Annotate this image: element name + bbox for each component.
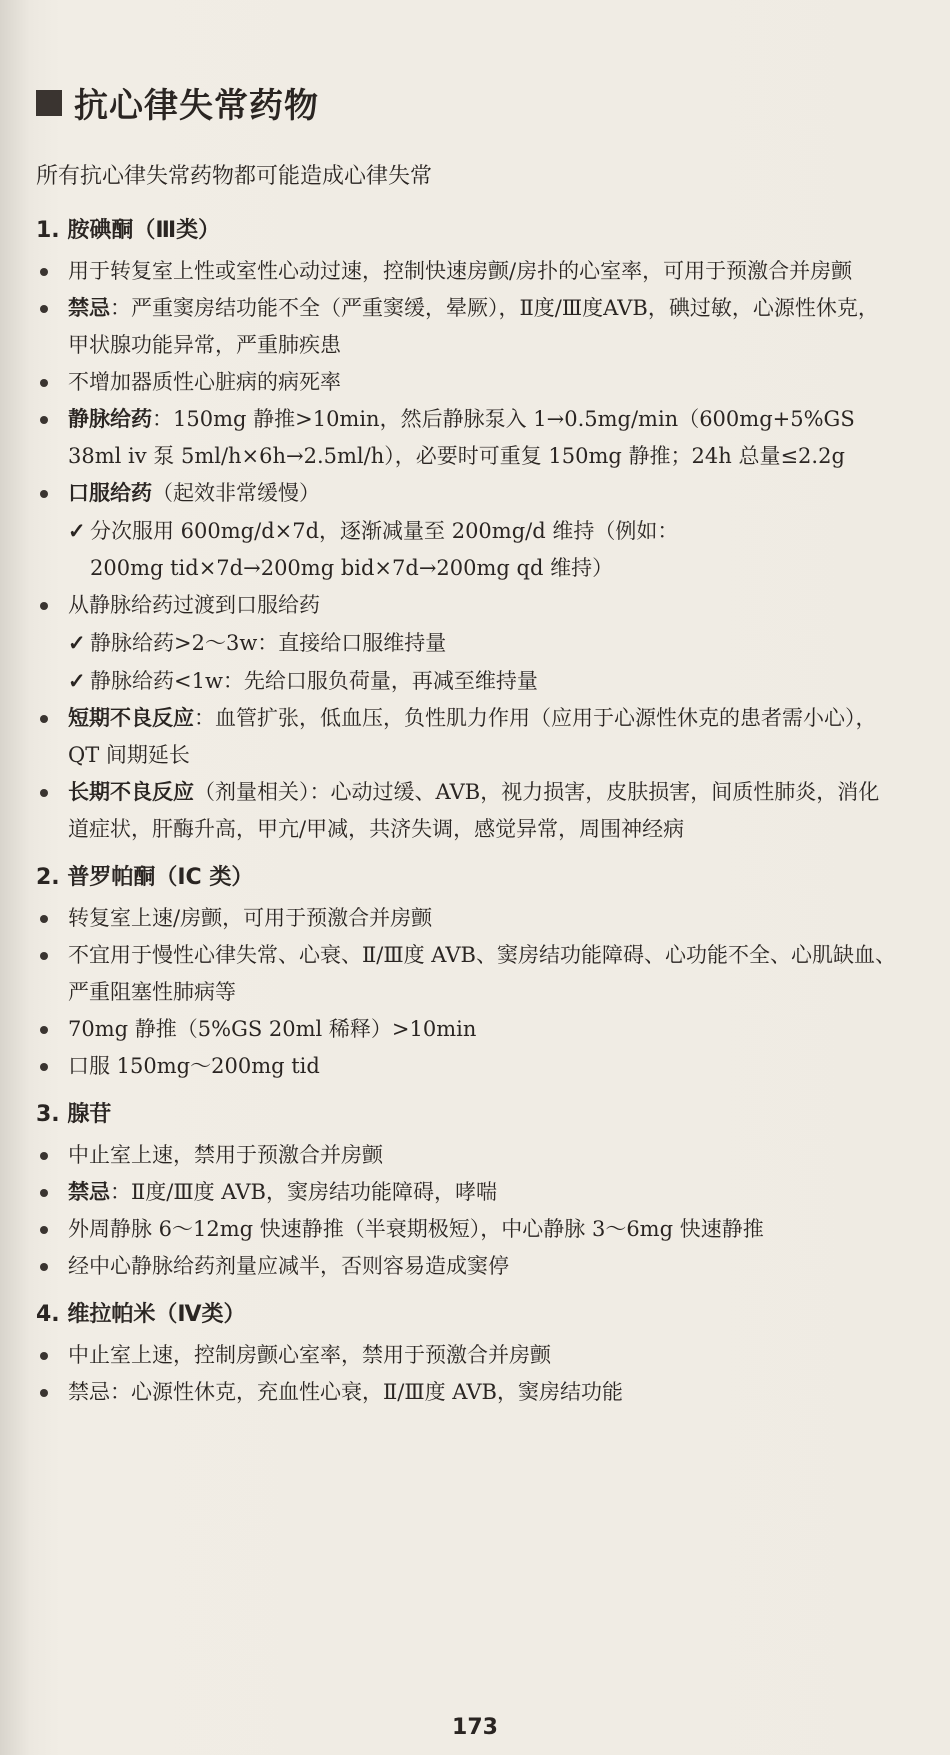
list-item <box>36 290 896 364</box>
bullet-dot-icon <box>40 1352 48 1360</box>
item-text: ：血管扩张，低血压，负性肌力作用（应用于心源性休克的患者需小心），QT 间期延长 <box>68 706 877 767</box>
page-content <box>36 78 896 1411</box>
sub-item-text: 静脉给药>2～3w：直接给口服维持量 <box>90 631 447 655</box>
item-text: ：150mg 静推>10min，然后静脉泵入 1→0.5mg/min（600mg+5%GS 38ml iv 泵 5ml/h×6h→2.5ml/h），必要时可重复 150mg 静推；24h 总量≤2.2g <box>68 407 855 468</box>
item-text: 口服 150mg～200mg tid <box>68 1054 320 1078</box>
item-emphasis: 口服给药 <box>68 481 152 505</box>
item-text: 经中心静脉给药剂量应减半，否则容易造成窦停 <box>68 1254 509 1278</box>
item-text: 外周静脉 6～12mg 快速静推（半衰期极短），中心静脉 3～6mg 快速静推 <box>68 1217 764 1241</box>
bullet-dot-icon <box>40 1263 48 1271</box>
sub-item <box>68 624 896 662</box>
sub-item-continuation: 200mg tid×7d→200mg bid×7d→200mg qd 维持） <box>90 556 614 580</box>
sub-item-text: 静脉给药<1w：先给口服负荷量，再减至维持量 <box>90 669 538 693</box>
bullet-list <box>36 900 896 1085</box>
drug-title: 1. 胺碘酮（Ⅲ类） <box>36 218 221 243</box>
item-text: ：Ⅱ度/Ⅲ度 AVB，窦房结功能障碍，哮喘 <box>110 1180 497 1204</box>
list-item <box>36 253 896 290</box>
item-emphasis: 短期不良反应 <box>68 706 194 730</box>
section-heading <box>36 78 896 127</box>
list-item <box>36 1248 896 1285</box>
list-item <box>36 1174 896 1211</box>
item-text: 中止室上速，禁用于预激合并房颤 <box>68 1143 383 1167</box>
list-item <box>36 1374 896 1411</box>
bullet-dot-icon <box>40 602 48 610</box>
bullet-dot-icon <box>40 1226 48 1234</box>
item-text: ：严重窦房结功能不全（严重窦缓，晕厥），Ⅱ度/Ⅲ度AVB，碘过敏，心源性休克，甲状腺功能异常，严重肺疾患 <box>68 296 879 357</box>
item-text: 不增加器质性心脏病的病死率 <box>68 370 341 394</box>
item-emphasis: 静脉给药 <box>68 407 152 431</box>
check-icon: ✓ <box>68 630 86 655</box>
list-item <box>36 401 896 475</box>
square-bullet-icon <box>36 90 62 116</box>
drug-section <box>36 860 896 1085</box>
bullet-dot-icon <box>40 305 48 313</box>
drug-title: 3. 腺苷 <box>36 1102 112 1127</box>
drug-section <box>36 1097 896 1285</box>
sub-item <box>68 662 896 700</box>
intro-text: 所有抗心律失常药物都可能造成心律失常 <box>36 164 433 189</box>
section-title: 抗心律失常药物 <box>74 86 319 126</box>
drug-list <box>36 213 896 1411</box>
bullet-dot-icon <box>40 1026 48 1034</box>
list-item <box>36 364 896 401</box>
item-emphasis: 禁忌 <box>68 1180 110 1204</box>
list-item <box>36 1211 896 1248</box>
drug-section <box>36 213 896 848</box>
item-text: 中止室上速，控制房颤心室率，禁用于预激合并房颤 <box>68 1343 551 1367</box>
item-text: 用于转复室上性或室性心动过速，控制快速房颤/房扑的心室率，可用于预激合并房颤 <box>68 259 853 283</box>
list-item <box>36 1048 896 1085</box>
drug-title: 4. 维拉帕米（Ⅳ类） <box>36 1302 246 1327</box>
list-item <box>36 1011 896 1048</box>
item-text: 70mg 静推（5%GS 20ml 稀释）>10min <box>68 1017 477 1041</box>
item-emphasis: 禁忌 <box>68 296 110 320</box>
list-item <box>36 1137 896 1174</box>
bullet-dot-icon <box>40 416 48 424</box>
bullet-dot-icon <box>40 1063 48 1071</box>
list-item <box>36 700 896 774</box>
list-item <box>36 774 896 848</box>
bullet-list <box>36 1137 896 1285</box>
bullet-dot-icon <box>40 915 48 923</box>
bullet-dot-icon <box>40 268 48 276</box>
bullet-dot-icon <box>40 1152 48 1160</box>
list-item <box>36 587 896 700</box>
drug-section <box>36 1297 896 1411</box>
page-number: 173 <box>452 1715 498 1740</box>
bullet-dot-icon <box>40 379 48 387</box>
list-item <box>36 475 896 587</box>
list-item <box>36 937 896 1011</box>
item-text: 转复室上速/房颤，可用于预激合并房颤 <box>68 906 433 930</box>
list-item <box>36 1337 896 1374</box>
sub-item <box>68 512 896 587</box>
item-emphasis: 长期不良反应 <box>68 780 194 804</box>
list-item <box>36 900 896 937</box>
item-text: 从静脉给药过渡到口服给药 <box>68 593 320 617</box>
sub-item-text: 分次服用 600mg/d×7d，逐渐减量至 200mg/d 维持（例如： <box>90 519 679 543</box>
check-icon: ✓ <box>68 518 86 543</box>
bullet-dot-icon <box>40 1189 48 1197</box>
bullet-list <box>36 1337 896 1411</box>
item-text: 禁忌：心源性休克，充血性心衰，Ⅱ/Ⅲ度 AVB，窦房结功能 <box>68 1380 623 1404</box>
bullet-dot-icon <box>40 789 48 797</box>
item-text: （起效非常缓慢） <box>152 481 320 505</box>
bullet-list <box>36 253 896 848</box>
bullet-dot-icon <box>40 952 48 960</box>
item-text: 不宜用于慢性心律失常、心衰、Ⅱ/Ⅲ度 AVB、窦房结功能障碍、心功能不全、心肌缺血、严重阻塞性肺病等 <box>68 943 896 1004</box>
item-text: （剂量相关）：心动过缓、AVB，视力损害，皮肤损害，间质性肺炎，消化道症状，肝酶升高，甲亢/甲减，共济失调，感觉异常，周围神经病 <box>68 780 880 841</box>
drug-title: 2. 普罗帕酮（IC 类） <box>36 865 254 890</box>
check-icon: ✓ <box>68 668 86 693</box>
bullet-dot-icon <box>40 490 48 498</box>
bullet-dot-icon <box>40 715 48 723</box>
bullet-dot-icon <box>40 1389 48 1397</box>
